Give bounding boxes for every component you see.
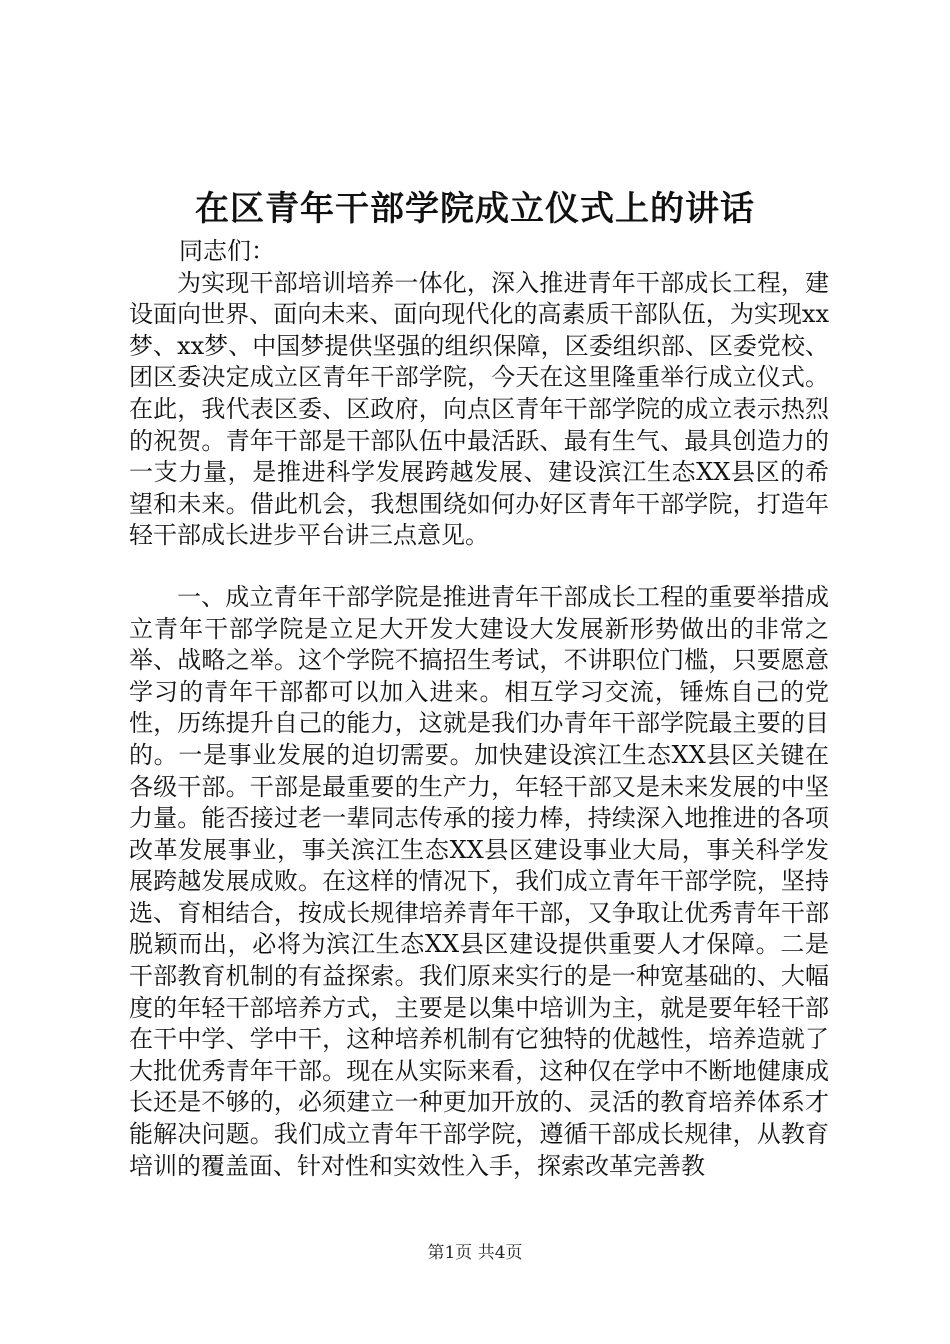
paragraph-spacer	[129, 552, 829, 582]
page-footer: 第1页 共4页	[427, 1243, 523, 1263]
paragraph-intro: 为实现干部培训培养一体化，深入推进青年干部成长工程，建设面向世界、面向未来、面向现代化的高素质干部队伍，为实现xx梦、xx梦、中国梦提供坚强的组织保障，区委组织部、区委党校、团区委决定成立区青年干部学院，今天在这里隆重举行成立仪式。在此，我代表区委、区政府，向点区青年干部学院的成立表示热烈的祝贺。青年干部是干部队伍中最活跃、最有生气、最具创造力的一支力量，是推进科学发展跨越发展、建设滨江生态XX县区的希望和未来。借此机会，我想围绕如何办好区青年干部学院，打造年轻干部成长进步平台讲三点意见。	[129, 268, 829, 550]
document-body	[129, 236, 829, 1182]
salutation: 同志们：	[179, 237, 275, 265]
document-title: 在区青年干部学院成立仪式上的讲话	[195, 189, 755, 229]
paragraph-section-one: 一、成立青年干部学院是推进青年干部成长工程的重要举措成立青年干部学院是立足大开发大建设大发展新形势做出的非常之举、战略之举。这个学院不搞招生考试，不讲职位门槛，只要愿意学习的青年干部都可以加入进来。相互学习交流，锤炼自己的党性，历练提升自己的能力，这就是我们办青年干部学院最主要的目的。一是事业发展的迫切需要。加快建设滨江生态XX县区关键在各级干部。干部是最重要的生产力，年轻干部又是未来发展的中坚力量。能否接过老一辈同志传承的接力棒，持续深入地推进的各项改革发展事业，事关滨江生态XX县区建设事业大局，事关科学发展跨越发展成败。在这样的情况下，我们成立青年干部学院，坚持选、育相结合，按成长规律培养青年干部，又争取让优秀青年干部脱颖而出，必将为滨江生态XX县区建设提供重要人才保障。二是干部教育机制的有益探索。我们原来实行的是一种宽基础的、大幅度的年轻干部培养方式，主要是以集中培训为主，就是要年轻干部在干中学、学中干，这种培养机制有它独特的优越性，培养造就了大批优秀青年干部。现在从实际来看，这种仅在学中不断地健康成长还是不够的，必须建立一种更加开放的、灵活的教育培养体系才能解决问题。我们成立青年干部学院，遵循干部成长规律，从教育培训的覆盖面、针对性和实效性入手，探索改革完善教	[129, 582, 829, 1180]
